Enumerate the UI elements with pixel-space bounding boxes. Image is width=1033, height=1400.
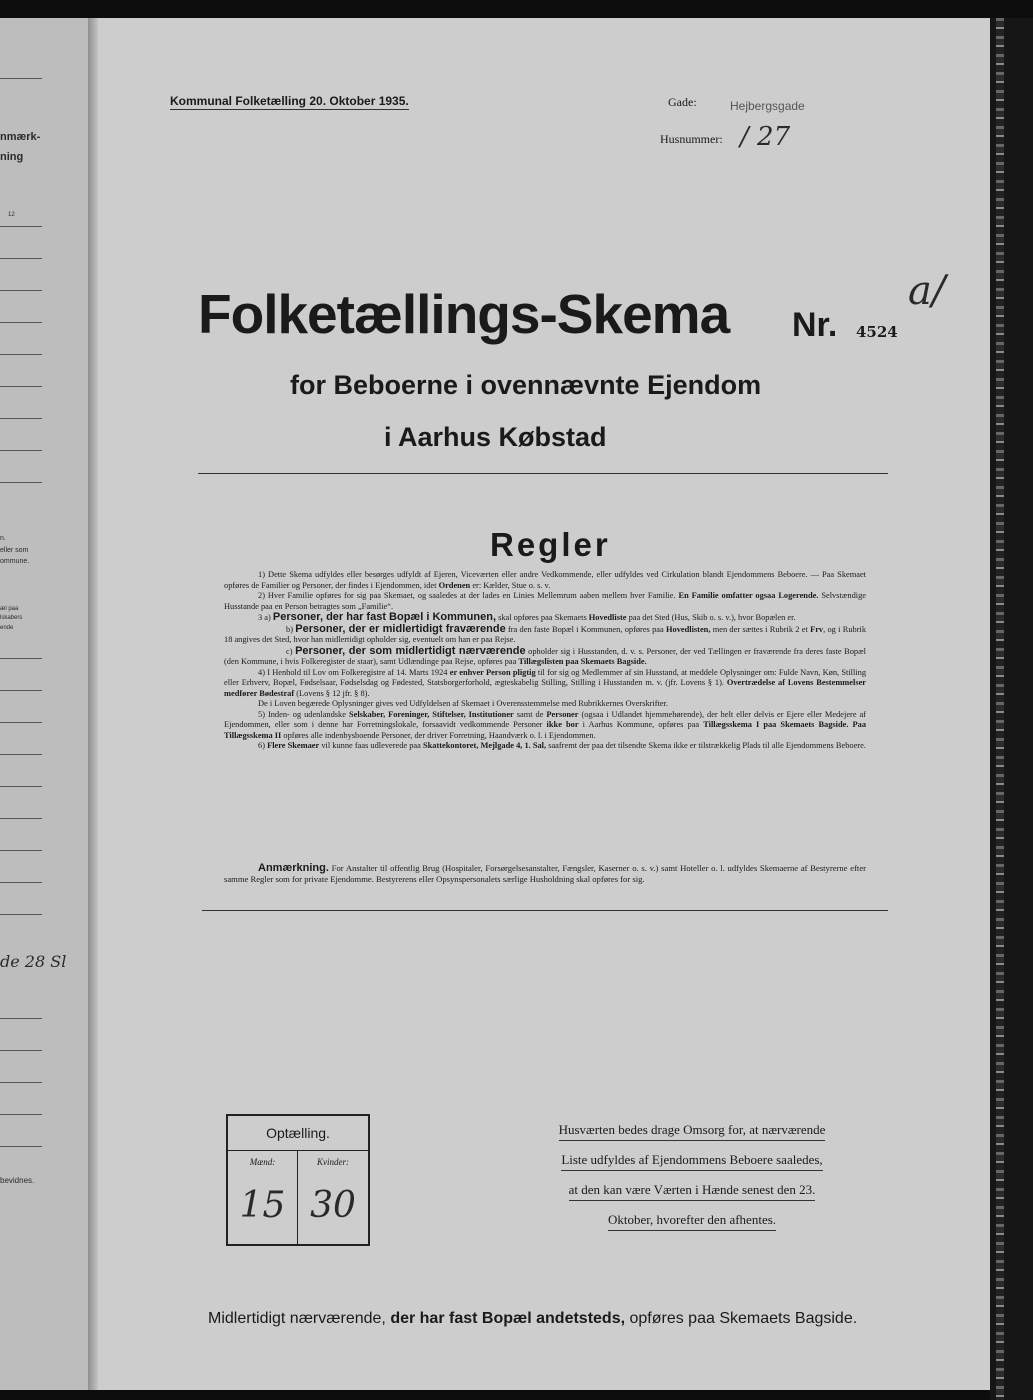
margin-rule [0,78,42,79]
form-title: Folketællings-Skema [198,283,730,345]
tally-title: Optælling. [228,1116,368,1151]
margin-rule [0,354,42,355]
margin-rule [0,1082,42,1083]
women-count: 30 [310,1185,356,1226]
margin-fragment: lskabers [0,615,23,621]
rule-3a: 3 a) Personer, der har fast Bopæl i Kommunen, skal opføres paa Skemaets Hovedliste paa det Sted (Hus, Skib o. s. v.), hvor Bopælen er. [258,611,796,623]
margin-rule [0,450,42,451]
margin-fragment: æl paa [0,606,19,612]
landlord-line: Liste udfyldes af Ejendommens Beboere saaledes, [561,1150,822,1171]
margin-rule [0,754,42,755]
margin-rule [0,722,42,723]
margin-rule [0,1050,42,1051]
landlord-instructions [524,1116,860,1236]
margin-fragment: n. [0,535,6,542]
margin-fragment: 12 [8,212,15,218]
house-number-label: Husnummer: [660,132,723,146]
margin-rule [0,322,42,323]
margin-fragment: ommune. [0,558,30,565]
margin-fragment: ende [0,625,14,631]
margin-fragment: ning [0,151,24,163]
margin-rule [0,1018,42,1019]
annotation-note [224,863,866,885]
men-column [228,1151,298,1244]
street-value: Hejbergsgade [730,99,805,113]
street-label: Gade: [668,95,697,109]
rule-1: 1) Dette Skema udfyldes eller besørges udfyldt af Ejeren, Viceværten eller andre Vedkommende, eller udfyldes ved Cirkulation blandt Ejendommens Beboere. — Paa Skemaet opføres de Familier og Personer, der findes i Ejendommen, idet Ordenen er: Kælder, Stue o. s. v. [224,570,866,590]
rule-4b: De i Loven begærede Oplysninger gives ved Udfyldelsen af Skemaet i Overensstemmelse med Rubrikkernes Overskrifter. [258,699,669,708]
divider [202,910,888,911]
margin-rule [0,850,42,851]
margin-rule [0,418,42,419]
margin-rule [0,290,42,291]
margin-handwriting: de 28 Sl [0,952,67,971]
margin-rule [0,882,42,883]
rule-3c: c) Personer, der som midlertidigt nærværende opholder sig i Husstanden, d. v. s. Personer, der ved Tællingen er fraværende fra deres faste Bopæl (den Kommune, i hvis Folkeregister de staar), samt Udlændinge paa Rejse, opføres paa Tillægslisten paa Skemaets Bagside. [224,644,867,666]
margin-rule [0,914,42,915]
men-count: 15 [239,1185,286,1226]
divider [198,473,888,474]
census-form-page [98,18,990,1390]
rules-heading: Regler [490,526,611,563]
margin-fragment: nmærk- [0,131,41,143]
rule-3b: b) Personer, der er midlertidigt fraværende fra den faste Bopæl i Kommunen, opføres paa Hovedlisten, men der sættes i Rubrik 2 et Frv, og i Rubrik 18 angives det Sted, hvor han midlertidigt opholder sig, eventuelt om han er paa Rejse. [224,622,867,644]
landlord-line: at den kan være Værten i Hænde senest den 23. [569,1180,816,1201]
margin-rule [0,226,42,227]
note-text: For Anstalter til offentlig Brug (Hospitaler, Forsørgelsesanstalter, Fængsler, Kaserner o. s. v.) samt Hoteller o. l. udfyldes Skemaerne af Bestyrerne efter samme Regler som for private Ejendomme. Bestyrerens eller Opsynspersonalets særlige Husholdning skal opføres for sig. [224,863,866,884]
page-stack-edge [990,18,1033,1400]
margin-rule [0,1146,42,1147]
note-heading: Anmærkning. [258,862,329,874]
margin-rule [0,818,42,819]
rule-6: 6) Flere Skemaer vil kunne faas udleverede paa Skattekontoret, Mejlgade 4, 1. Sal, saafremt der paa det tilsendte Skema ikke er tilstrækkelig Plads til alle Ejendommens Beboere. [258,741,866,750]
margin-rule [0,386,42,387]
landlord-line: Husværten bedes drage Omsorg for, at nærværende [559,1120,826,1141]
rule-2: 2) Hver Familie opføres for sig paa Skemaet, og saaledes at der lades en Linies Mellemrum aaben mellem hver Familie. En Familie omfatter ogsaa Logerende. Selvstændige Husstande paa en Person betragtes som „Familie“. [224,591,867,611]
rules-text [224,570,866,752]
margin-rule [0,482,42,483]
form-subtitle: for Beboerne i ovennævnte Ejendom [290,370,762,400]
rule-5: 5) Inden- og udenlandske Selskaber, Foreninger, Stiftelser, Institutioner samt de Personer (ogsaa i Udlandet hjemmehørende), der helt eller delvis er Ejere eller Medejere af Ejendommen, eller som i denne har Forretningslokale, forsaavidt vedkommende Personer ikke bor i Aarhus Kommune, opføres paa Tillægsskema I paa Skemaets Bagside. Paa Tillægsskema II opføres alle indenbysboende Personer, der driver Forretning, Haandværk o. l. i Ejendommen. [224,709,867,740]
footer-note: Midlertidigt nærværende, der har fast Bopæl andetsteds, opføres paa Skemaets Bagside. [208,1310,858,1327]
census-header: Kommunal Folketælling 20. Oktober 1935. [170,94,409,108]
women-label: Kvinder: [317,1157,349,1167]
landlord-line: Oktober, hvorefter den afhentes. [608,1210,776,1231]
men-label: Mænd: [249,1157,276,1167]
form-location: i Aarhus Købstad [384,422,607,452]
rule-4: 4) I Henhold til Lov om Folkeregistre af 14. Marts 1924 er enhver Person pligtig til for sig og Medlemmer af sin Husstand, at meddele Oplysninger om: Fulde Navn, Køn, Stilling eller Erhverv, Bopæl, Fødselsaar, Fødselsdag og Fødested, Statsborgerforhold, ægteskabelig Stilling, Stilling i Husstanden m. v. (jfr. Lovens § 1). Overtrædelse af Lovens Bestemmelser medfører Bødestraf (Lovens § 12 jfr. § 8). [224,667,867,698]
margin-rule [0,258,42,259]
margin-fragment: bevidnes. [0,1176,35,1185]
margin-rule [0,658,42,659]
margin-fragment: eller som [0,547,29,554]
form-number-suffix: a/ [908,268,946,314]
margin-rule [0,1114,42,1115]
tally-box [226,1114,370,1246]
number-label: Nr. [792,306,838,344]
margin-rule [0,690,42,691]
women-column [298,1151,368,1244]
house-number-value: / 27 [740,122,791,152]
margin-rule [0,786,42,787]
form-number: 4524 [856,323,898,341]
left-page-edge [0,18,90,1390]
